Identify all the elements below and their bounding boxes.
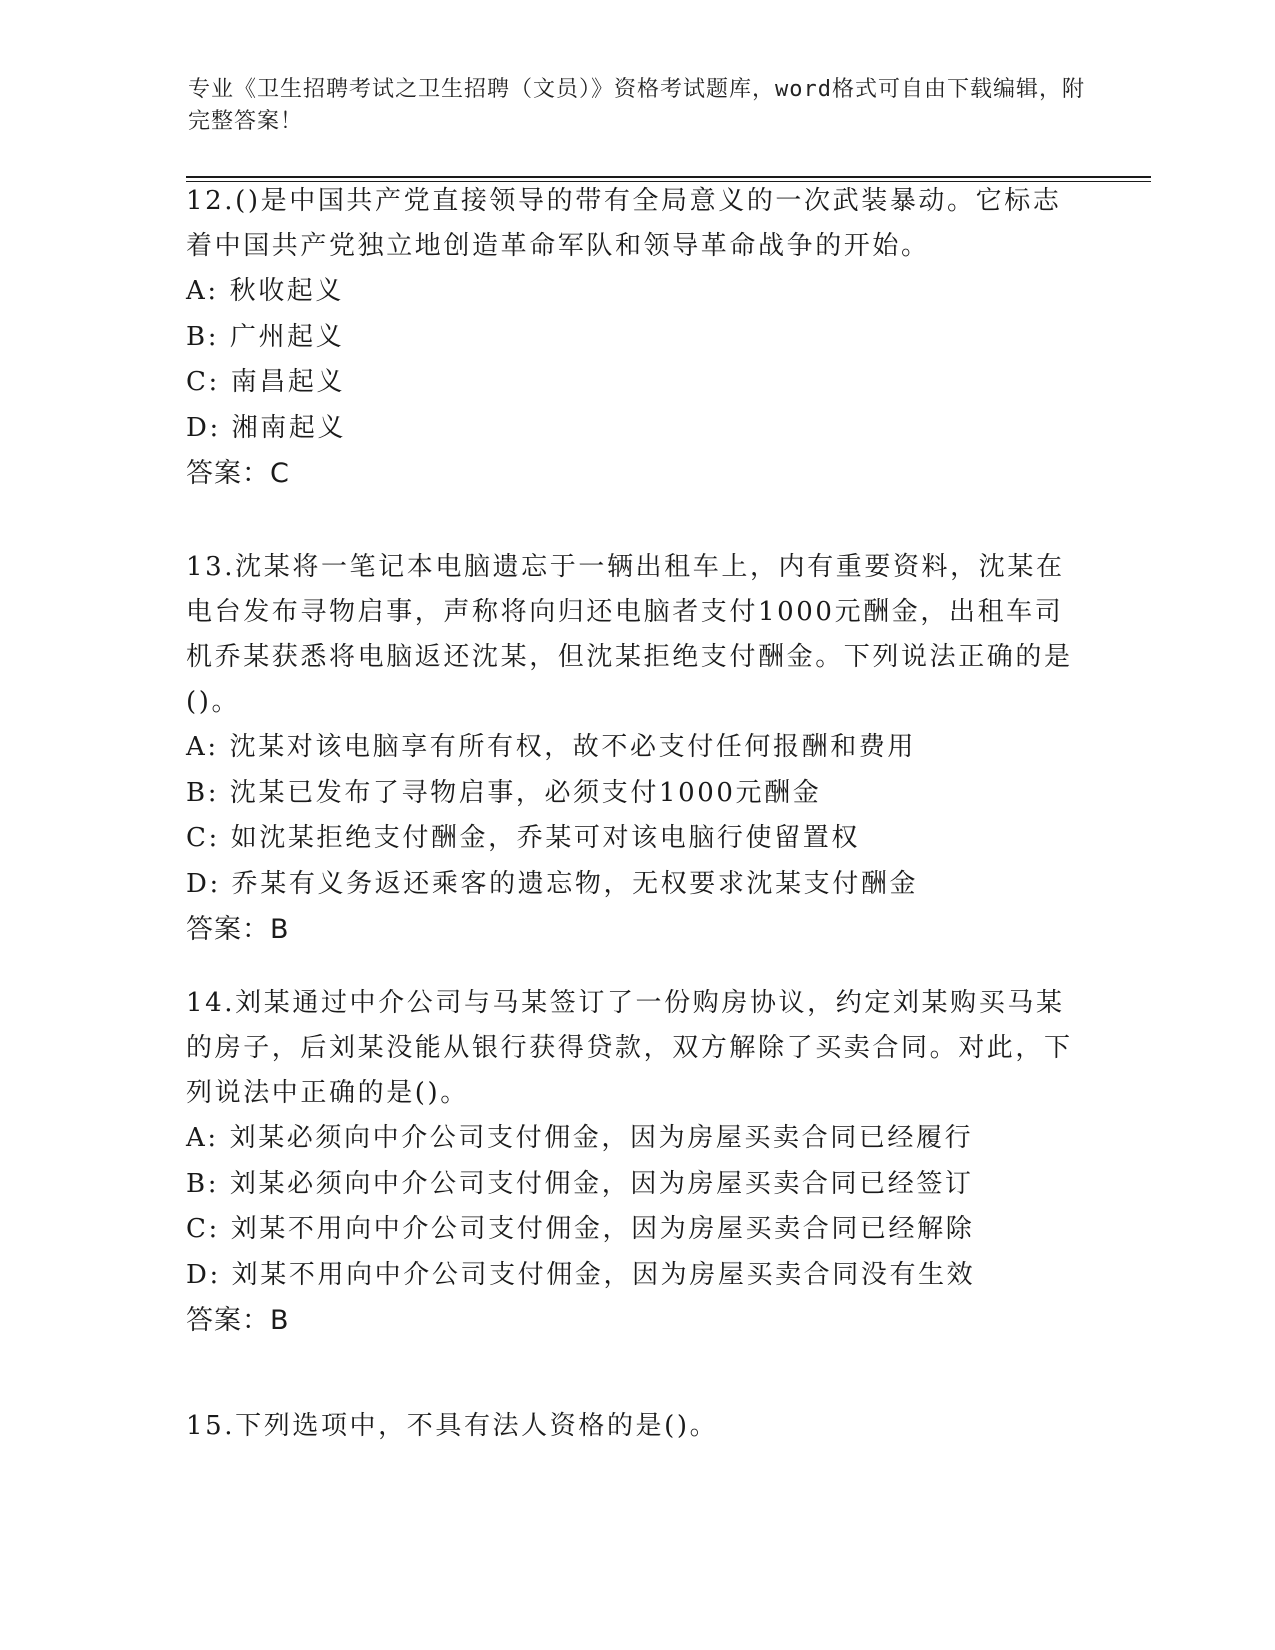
option-c: C: 刘某不用向中介公司支付佣金，因为房屋买卖合同已经解除 (186, 1214, 975, 1244)
question-13 (186, 545, 1086, 952)
option-a: A: 秋收起义 (186, 276, 345, 306)
option-d: D: 湘南起义 (186, 412, 347, 443)
option-d: D: 乔某有义务返还乘客的遗忘物，无权要求沈某支付酬金 (186, 868, 919, 899)
option-c: C: 如沈某拒绝支付酬金，乔某可对该电脑行使留置权 (186, 823, 860, 853)
option-d: D: 刘某不用向中介公司支付佣金，因为房屋买卖合同没有生效 (186, 1259, 976, 1290)
question-stem: 12.()是中国共产党直接领导的带有全局意义的一次武装暴动。它标志着中国共产党独立地创造革命军队和领导革命战争的开始。 (186, 186, 1062, 261)
question-stem: 14.刘某通过中介公司与马某签订了一份购房协议，约定刘某购买马某的房子，后刘某没能从银行获得贷款，双方解除了买卖合同。对此，下列说法中正确的是()。 (186, 988, 1073, 1108)
option-a: A: 沈某对该电脑享有所有权，故不必支付任何报酬和费用 (186, 732, 917, 762)
header-divider (186, 176, 1151, 178)
question-12 (186, 179, 1086, 496)
answer-label: 答案：B (186, 1305, 290, 1336)
option-b: B: 沈某已发布了寻物启事，必须支付1000元酬金 (186, 777, 822, 808)
option-a: A: 刘某必须向中介公司支付佣金，因为房屋买卖合同已经履行 (186, 1123, 974, 1153)
question-14 (186, 981, 1086, 1343)
option-c: C: 南昌起义 (186, 367, 346, 397)
question-stem: 15.下列选项中，不具有法人资格的是()。 (186, 1411, 719, 1441)
question-stem: 13.沈某将一笔记本电脑遗忘于一辆出租车上，内有重要资料，沈某在电台发布寻物启事，声称将向归还电脑者支付1000元酬金，出租车司机乔某获悉将电脑返还沈某，但沈某拒绝支付酬金。下列说法正确的是()。 (186, 552, 1073, 717)
option-b: B: 刘某必须向中介公司支付佣金，因为房屋买卖合同已经签订 (186, 1168, 974, 1199)
option-b: B: 广州起义 (186, 321, 345, 352)
answer-label: 答案：B (186, 914, 290, 945)
question-15 (186, 1404, 1086, 1449)
answer-label: 答案：C (186, 458, 290, 489)
header-intro: 专业《卫生招聘考试之卫生招聘（文员）》资格考试题库，word格式可自由下载编辑，附完整答案！ (188, 77, 1085, 134)
